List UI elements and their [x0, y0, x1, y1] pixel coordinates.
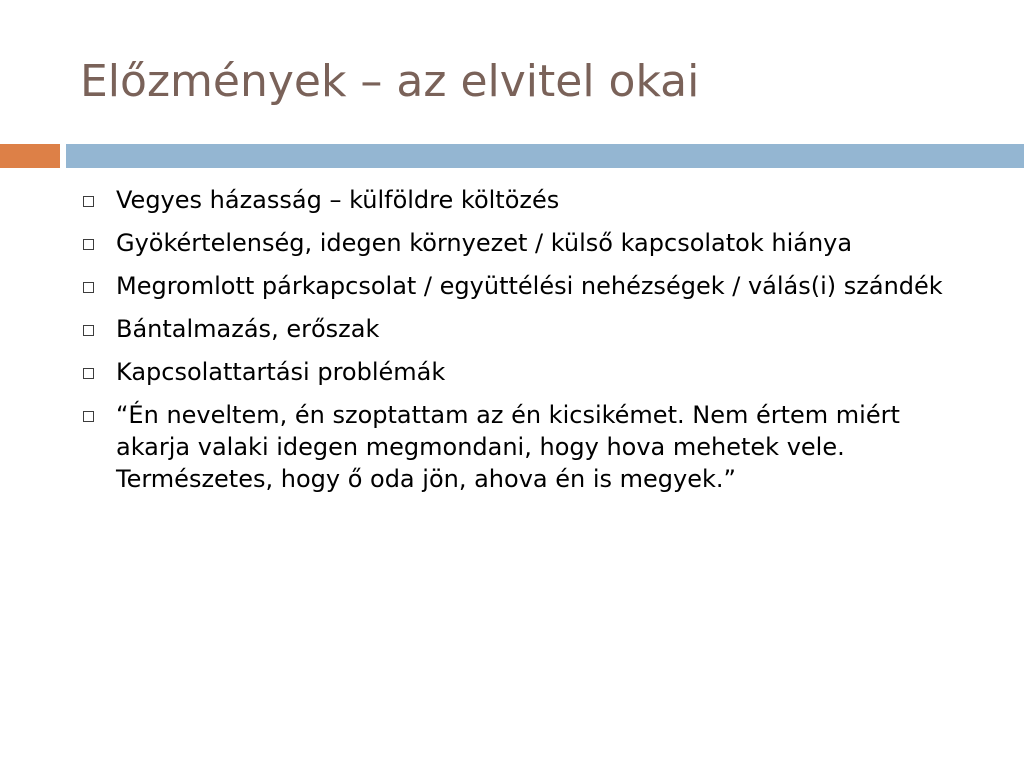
bullet-text: Bántalmazás, erőszak [116, 315, 380, 343]
bullet-item [80, 227, 980, 259]
slide-title: Előzmények – az elvitel okai [80, 56, 700, 107]
title-divider-orange [0, 144, 60, 168]
square-bullet-icon [83, 196, 94, 207]
bullet-list [80, 184, 980, 506]
square-bullet-icon [83, 325, 94, 336]
square-bullet-icon [83, 239, 94, 250]
bullet-text: Gyökértelenség, idegen környezet / külső kapcsolatok hiánya [116, 229, 853, 257]
square-bullet-icon [83, 368, 94, 379]
bullet-text: “Én neveltem, én szoptattam az én kicsikémet. Nem értem miért akarja valaki idegen megmondani, hogy hova mehetek vele. Természetes, hogy ő oda jön, ahova én is megyek.” [116, 401, 900, 493]
bullet-text: Kapcsolattartási problémák [116, 358, 446, 386]
bullet-item [80, 313, 980, 345]
bullet-item [80, 184, 980, 216]
bullet-item [80, 399, 980, 495]
bullet-item [80, 270, 980, 302]
bullet-item [80, 356, 980, 388]
square-bullet-icon [83, 411, 94, 422]
bullet-text: Megromlott párkapcsolat / együttélési nehézségek / válás(i) szándék [116, 272, 943, 300]
square-bullet-icon [83, 282, 94, 293]
bullet-text: Vegyes házasság – külföldre költözés [116, 186, 560, 214]
title-divider-blue [66, 144, 1024, 168]
